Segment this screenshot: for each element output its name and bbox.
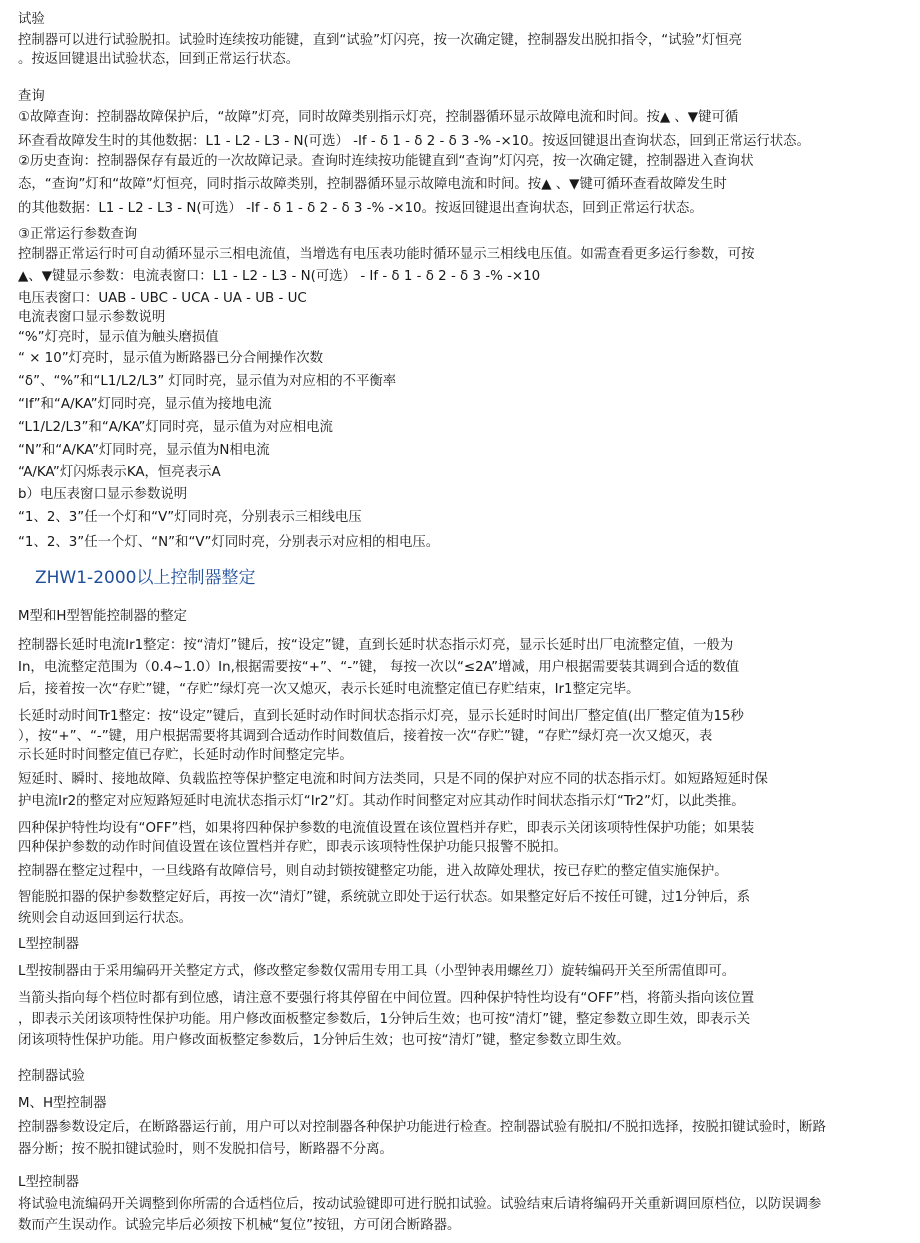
- list-item: “1、2、3”任一个灯和“V”灯同时亮，分别表示三相线电压: [18, 510, 362, 525]
- list-item: “δ”、“%”和“L1/L2/L3” 灯同时亮，显示值为对应相的不平衡率: [18, 374, 397, 389]
- list-item: “ × 10”灯亮时，显示值为断路器已分合闸操作次数: [18, 351, 324, 366]
- paragraph-line: 四种保护特性均设有“OFF”档，如果将四种保护参数的电流值设置在该位置档并存贮，即表示关闭该项特性保护功能；如果装: [18, 821, 755, 836]
- heading-controller-test: 控制器试验: [18, 1069, 85, 1084]
- heading-mh-setting: M型和H型智能控制器的整定: [18, 609, 187, 624]
- paragraph-line: 统则会自动返回到运行状态。: [18, 911, 193, 926]
- paragraph-line: 短延时、瞬时、接地故障、负载监控等保护整定电流和时间方法类同，只是不同的保护对应不同的状态指示灯。如短路短延时保: [18, 772, 768, 787]
- heading-test: 试验: [18, 12, 45, 27]
- paragraph-line: 控制器正常运行时可自动循环显示三相电流值，当增选有电压表功能时循环显示三相线电压值。如需查看更多运行参数，可按: [18, 247, 755, 262]
- paragraph-line: 电压表窗口：UAB - UBC - UCA - UA - UB - UC: [18, 291, 307, 306]
- paragraph-line: 闭该项特性保护功能。用户修改面板整定参数后，1分钟后生效；也可按“清灯”键，整定参数立即生效。: [18, 1033, 630, 1048]
- heading-query: 查询: [18, 89, 45, 104]
- paragraph-line: ②历史查询：控制器保存有最近的一次故障记录。查询时连续按功能键直到“查询”灯闪亮，按一次确定键，控制器进入查询状: [18, 154, 754, 169]
- paragraph-line: 的其他数据：L1 - L2 - L3 - N(可选） -If - δ 1 - δ 2 - δ 3 -% -×10。按返回键退出查询状态，回到正常运行状态。: [18, 201, 703, 216]
- paragraph-line: 智能脱扣器的保护参数整定好后，再按一次“清灯”键，系统就立即处于运行状态。如果整定好后不按任可键，过1分钟后，系: [18, 890, 751, 905]
- paragraph-line: 控制器参数设定后，在断路器运行前，用户可以对控制器各种保护功能进行检查。控制器试验有脱扣/不脱扣选择，按脱扣键试验时，断路: [18, 1120, 826, 1135]
- paragraph-line: 控制器可以进行试验脱扣。试验时连续按功能键，直到“试验”灯闪亮，按一次确定键，控制器发出脱扣指令，“试验”灯恒亮: [18, 33, 743, 48]
- subheading-current-window: 电流表窗口显示参数说明: [18, 310, 166, 325]
- paragraph-line: 将试验电流编码开关调整到你所需的合适档位后，按动试验键即可进行脱扣试验。试验结束后请将编码开关重新调回原档位，以防误调参: [18, 1197, 822, 1212]
- paragraph-line: ，即表示关闭该项特性保护功能。用户修改面板整定参数后，1分钟后生效；也可按“清灯”键，整定参数立即生效，即表示关: [18, 1012, 751, 1027]
- paragraph-line: 态，“查询”灯和“故障”灯恒亮，同时指示故障类别，控制器循环显示故障电流和时间。按▲ 、▼键可循环查看故障发生时: [18, 177, 727, 192]
- paragraph-line: ①故障查询：控制器故障保护后，“故障”灯亮，同时故障类别指示灯亮，控制器循环显示故障电流和时间。按▲ 、▼键可循: [18, 110, 739, 125]
- subheading-l-type: L型控制器: [18, 1175, 80, 1190]
- paragraph-line: 后，接着按一次“存贮”键，“存贮”绿灯亮一次又熄灭，表示长延时电流整定值已存贮结束，Ir1整定完毕。: [18, 682, 640, 697]
- list-item: “N”和“A/KA”灯同时亮，显示值为N相电流: [18, 443, 270, 458]
- list-item: “If”和“A/KA”灯同时亮，显示值为接地电流: [18, 397, 272, 412]
- heading-l-type: L型控制器: [18, 937, 80, 952]
- paragraph-line: 。按返回键退出试验状态，回到正常运行状态。: [18, 52, 300, 67]
- paragraph-line: 示长延时时间整定值已存贮，长延时动作时间整定完毕。: [18, 748, 353, 763]
- subheading-mh: M、H型控制器: [18, 1096, 107, 1111]
- paragraph-line: ），按“+”、“-”键，用户根据需要将其调到合适动作时间数值后，接着按一次“存贮”键，“存贮”绿灯亮一次又熄灭，表: [18, 729, 713, 744]
- paragraph-line: 当箭头指向每个档位时都有到位感，请注意不要强行将其停留在中间位置。四种保护特性均设有“OFF”档，将箭头指向该位置: [18, 991, 755, 1006]
- list-item: “1、2、3”任一个灯、“N”和“V”灯同时亮，分别表示对应相的相电压。: [18, 535, 440, 550]
- paragraph-line: 控制器在整定过程中，一旦线路有故障信号，则自动封锁按键整定功能，进入故障处理状，按已存贮的整定值实施保护。: [18, 864, 728, 879]
- paragraph-line: 环查看故障发生时的其他数据：L1 - L2 - L3 - N(可选） -If - δ 1 - δ 2 - δ 3 -% -×10。按返回键退出查询状态，回到正常运行状态。: [18, 134, 810, 149]
- list-item: “L1/L2/L3”和“A/KA”灯同时亮，显示值为对应相电流: [18, 420, 333, 435]
- paragraph-line: 控制器长延时电流Ir1整定：按“清灯”键后，按“设定”键，直到长延时状态指示灯亮，显示长延时出厂电流整定值，一般为: [18, 638, 734, 653]
- paragraph-line: ▲、▼键显示参数：电流表窗口：L1 - L2 - L3 - N(可选） - If - δ 1 - δ 2 - δ 3 -% -×10: [18, 269, 541, 284]
- paragraph-line: 长延时动时间Tr1整定：按“设定”键后，直到长延时动作时间状态指示灯亮，显示长延时时间出厂整定值(出厂整定值为15秒: [18, 709, 744, 724]
- list-item: “%”灯亮时，显示值为触头磨损值: [18, 330, 219, 345]
- subheading-voltage-window: b）电压表窗口显示参数说明: [18, 487, 188, 502]
- paragraph-line: 四种保护参数的动作时间值设置在该位置档并存贮，即表示该项特性保护功能只报警不脱扣。: [18, 840, 568, 855]
- paragraph-line: 数而产生误动作。试验完毕后必须按下机械“复位”按钮，方可闭合断路器。: [18, 1218, 461, 1233]
- section-title: ZHW1-2000以上控制器整定: [35, 568, 256, 588]
- paragraph-line: L型按制器由于采用编码开关整定方式，修改整定参数仅需用专用工具（小型钟表用螺丝刀）旋转编码开关至所需值即可。: [18, 964, 736, 979]
- list-item: “A/KA”灯闪烁表示KA，恒亮表示A: [18, 465, 221, 480]
- paragraph-line: 器分断；按不脱扣键试验时，则不发脱扣信号，断路器不分离。: [18, 1142, 393, 1157]
- subheading-normal-query: ③正常运行参数查询: [18, 227, 138, 242]
- paragraph-line: In，电流整定范围为（0.4~1.0）In,根据需要按“+”、“-”键， 每按一次以“≤2A”增减，用户根据需要装其调到合适的数值: [18, 660, 740, 675]
- paragraph-line: 护电流Ir2的整定对应短路短延时电流状态指示灯“Ir2”灯。其动作时间整定对应其动作时间状态指示灯“Tr2”灯，以此类推。: [18, 794, 745, 809]
